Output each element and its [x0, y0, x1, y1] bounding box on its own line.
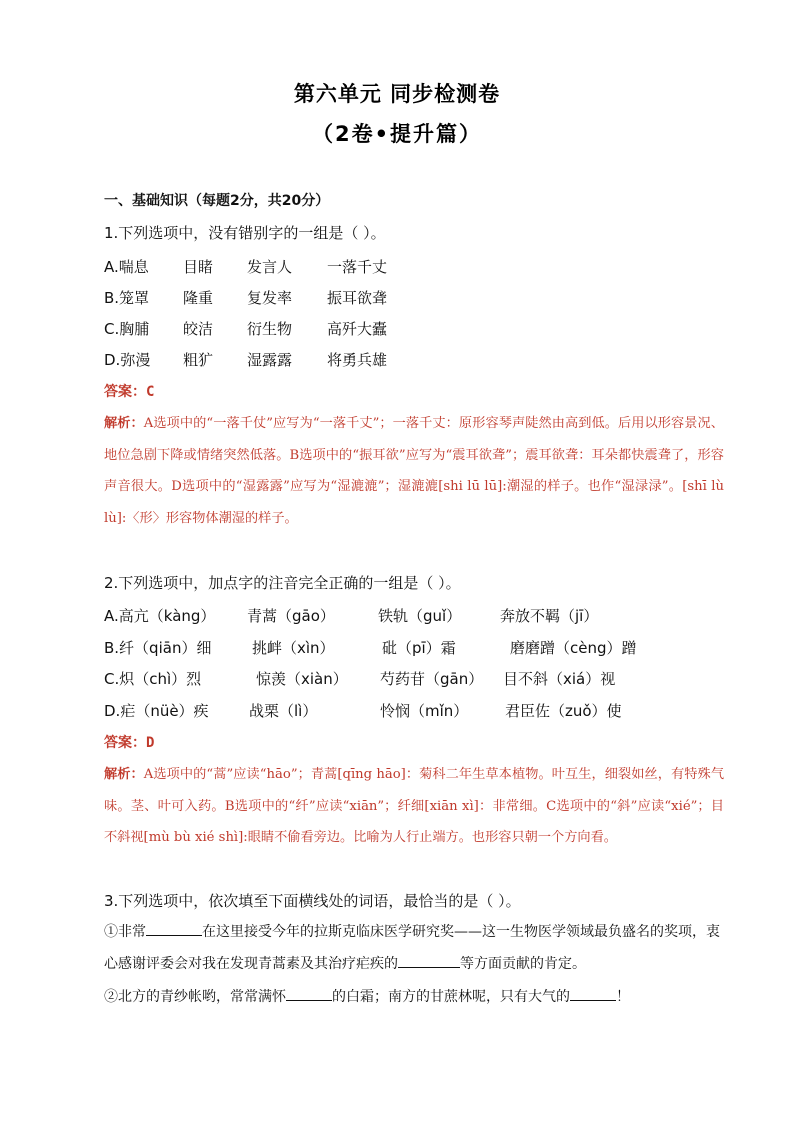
- q1-analysis: [104, 408, 724, 534]
- q1-option-c-3: 衍生物: [247, 320, 293, 338]
- q1-option-d-4: 将勇兵雄: [327, 351, 388, 369]
- q1-analysis-label: 解析：: [104, 416, 144, 431]
- q3-sentence-2-part-b: 的白霜；南方的甘蔗林呢，只有大气的: [332, 989, 570, 1005]
- q1-option-a-1: A.喘息: [104, 258, 149, 276]
- q1-option-a-2: 目睹: [183, 258, 214, 276]
- q2-option-a-3: 铁轨（guǐ）: [378, 607, 462, 625]
- q2-analysis: [104, 759, 724, 854]
- q3-sentence-2-part-a: ②北方的青纱帐哟，常常满怀: [104, 989, 286, 1005]
- q2-option-a-1: A.高亢（kàng）: [104, 607, 216, 625]
- question-1-stem: 1.下列选项中，没有错别字的一组是（ ）。: [104, 224, 386, 242]
- q2-option-b-4: 磨磨蹭（cèng）蹭: [510, 639, 637, 657]
- question-3-stem: 3.下列选项中，依次填至下面横线处的词语，最恰当的是（ ）。: [104, 892, 521, 910]
- q1-option-a-4: 一落千丈: [327, 258, 388, 276]
- q3-blank-3: [286, 986, 332, 1001]
- q2-option-c-3: 芍药苷（gān）: [380, 670, 484, 688]
- q2-option-b-1: B.纤（qiān）细: [104, 639, 212, 657]
- page-subtitle: （2卷•提升篇）: [311, 122, 483, 146]
- q2-option-a-4: 奔放不羁（jī）: [500, 607, 599, 625]
- question-2-stem: 2.下列选项中，加点字的注音完全正确的一组是（ ）。: [104, 574, 461, 592]
- q2-option-a-2: 青蒿（gāo）: [247, 607, 335, 625]
- q1-answer: 答案：C: [104, 384, 155, 400]
- q2-option-b-2: 挑衅（xìn）: [252, 639, 335, 657]
- q2-analysis-text: A选项中的“蒿”应读“hāo”；青蒿[qīng hāo]：菊科二年生草本植物。叶互生，细裂如丝，有特殊气味。茎、叶可入药。B选项中的“纤”应读“xiān”；纤细[xiān xì]：非常细。C选项中的“斜”应读“xié”；目不斜视[mù bù xié shì]:眼睛不偷看旁边。比喻为人行止端方。也形容只朝一个方向看。: [104, 767, 725, 845]
- q2-option-c-2: 惊羡（xiàn）: [256, 670, 348, 688]
- q1-option-c-1: C.胸脯: [104, 320, 150, 338]
- q1-option-c-4: 高歼大蠹: [327, 320, 388, 338]
- q1-option-a-3: 发言人: [247, 258, 293, 276]
- q3-sentence-1: [104, 917, 724, 980]
- q1-option-b-4: 振耳欲聋: [327, 289, 388, 307]
- q1-option-d-1: D.弥漫: [104, 351, 151, 369]
- q1-option-b-1: B.笼罩: [104, 289, 150, 307]
- q3-blank-4: [570, 986, 616, 1001]
- q1-analysis-text: A选项中的“一落千仗”应写为“一落千丈”；一落千丈：原形容琴声陡然由高到低。后用以形容景况、地位急剧下降或情绪突然低落。B选项中的“振耳欲”应写为“震耳欲聋”；震耳欲聋：耳朵都快震聋了，形容声音很大。D选项中的“湿露露”应写为“湿漉漉”；湿漉漉[shi lū lū]:潮湿的样子。也作“湿渌渌”。[shī lù lù]:〈形〉形容物体潮湿的样子。: [104, 416, 724, 526]
- q2-option-d-3: 怜悯（mǐn）: [380, 702, 469, 720]
- q1-option-c-2: 皎洁: [183, 320, 214, 338]
- section-heading: 一、基础知识（每题2分，共20分）: [104, 193, 330, 209]
- q3-blank-2: [398, 953, 460, 968]
- q2-option-d-2: 战栗（lì）: [249, 702, 318, 720]
- q3-sentence-2: [104, 982, 724, 1014]
- q3-sentence-1-part-b: 在这里接受今年的拉斯克临床医学研究奖——这一生物医学领域最负盛名的奖项，衷心感谢评委会对我在发现青蒿素及其治疗疟疾的: [104, 924, 720, 972]
- q2-option-c-4: 目不斜（xiá）视: [503, 670, 616, 688]
- page-title: 第六单元 同步检测卷: [293, 82, 501, 106]
- q2-option-d-1: D.疟（nüè）疾: [104, 702, 209, 720]
- q3-sentence-1-part-a: ①非常: [104, 924, 146, 940]
- q3-sentence-1-part-c: 等方面贡献的肯定。: [460, 955, 586, 972]
- q2-answer: 答案：D: [104, 735, 155, 751]
- q1-option-d-2: 粗犷: [183, 351, 214, 369]
- q2-option-d-4: 君臣佐（zuǒ）使: [505, 702, 622, 720]
- q2-analysis-label: 解析：: [104, 767, 144, 782]
- q1-option-b-2: 隆重: [183, 289, 214, 307]
- q1-option-d-3: 湿露露: [247, 351, 293, 369]
- q3-sentence-2-part-c: ！: [616, 989, 630, 1005]
- q2-option-c-1: C.炽（chì）烈: [104, 670, 202, 688]
- q3-blank-1: [146, 921, 202, 936]
- q1-option-b-3: 复发率: [247, 289, 293, 307]
- q2-option-b-3: 砒（pī）霜: [382, 639, 456, 657]
